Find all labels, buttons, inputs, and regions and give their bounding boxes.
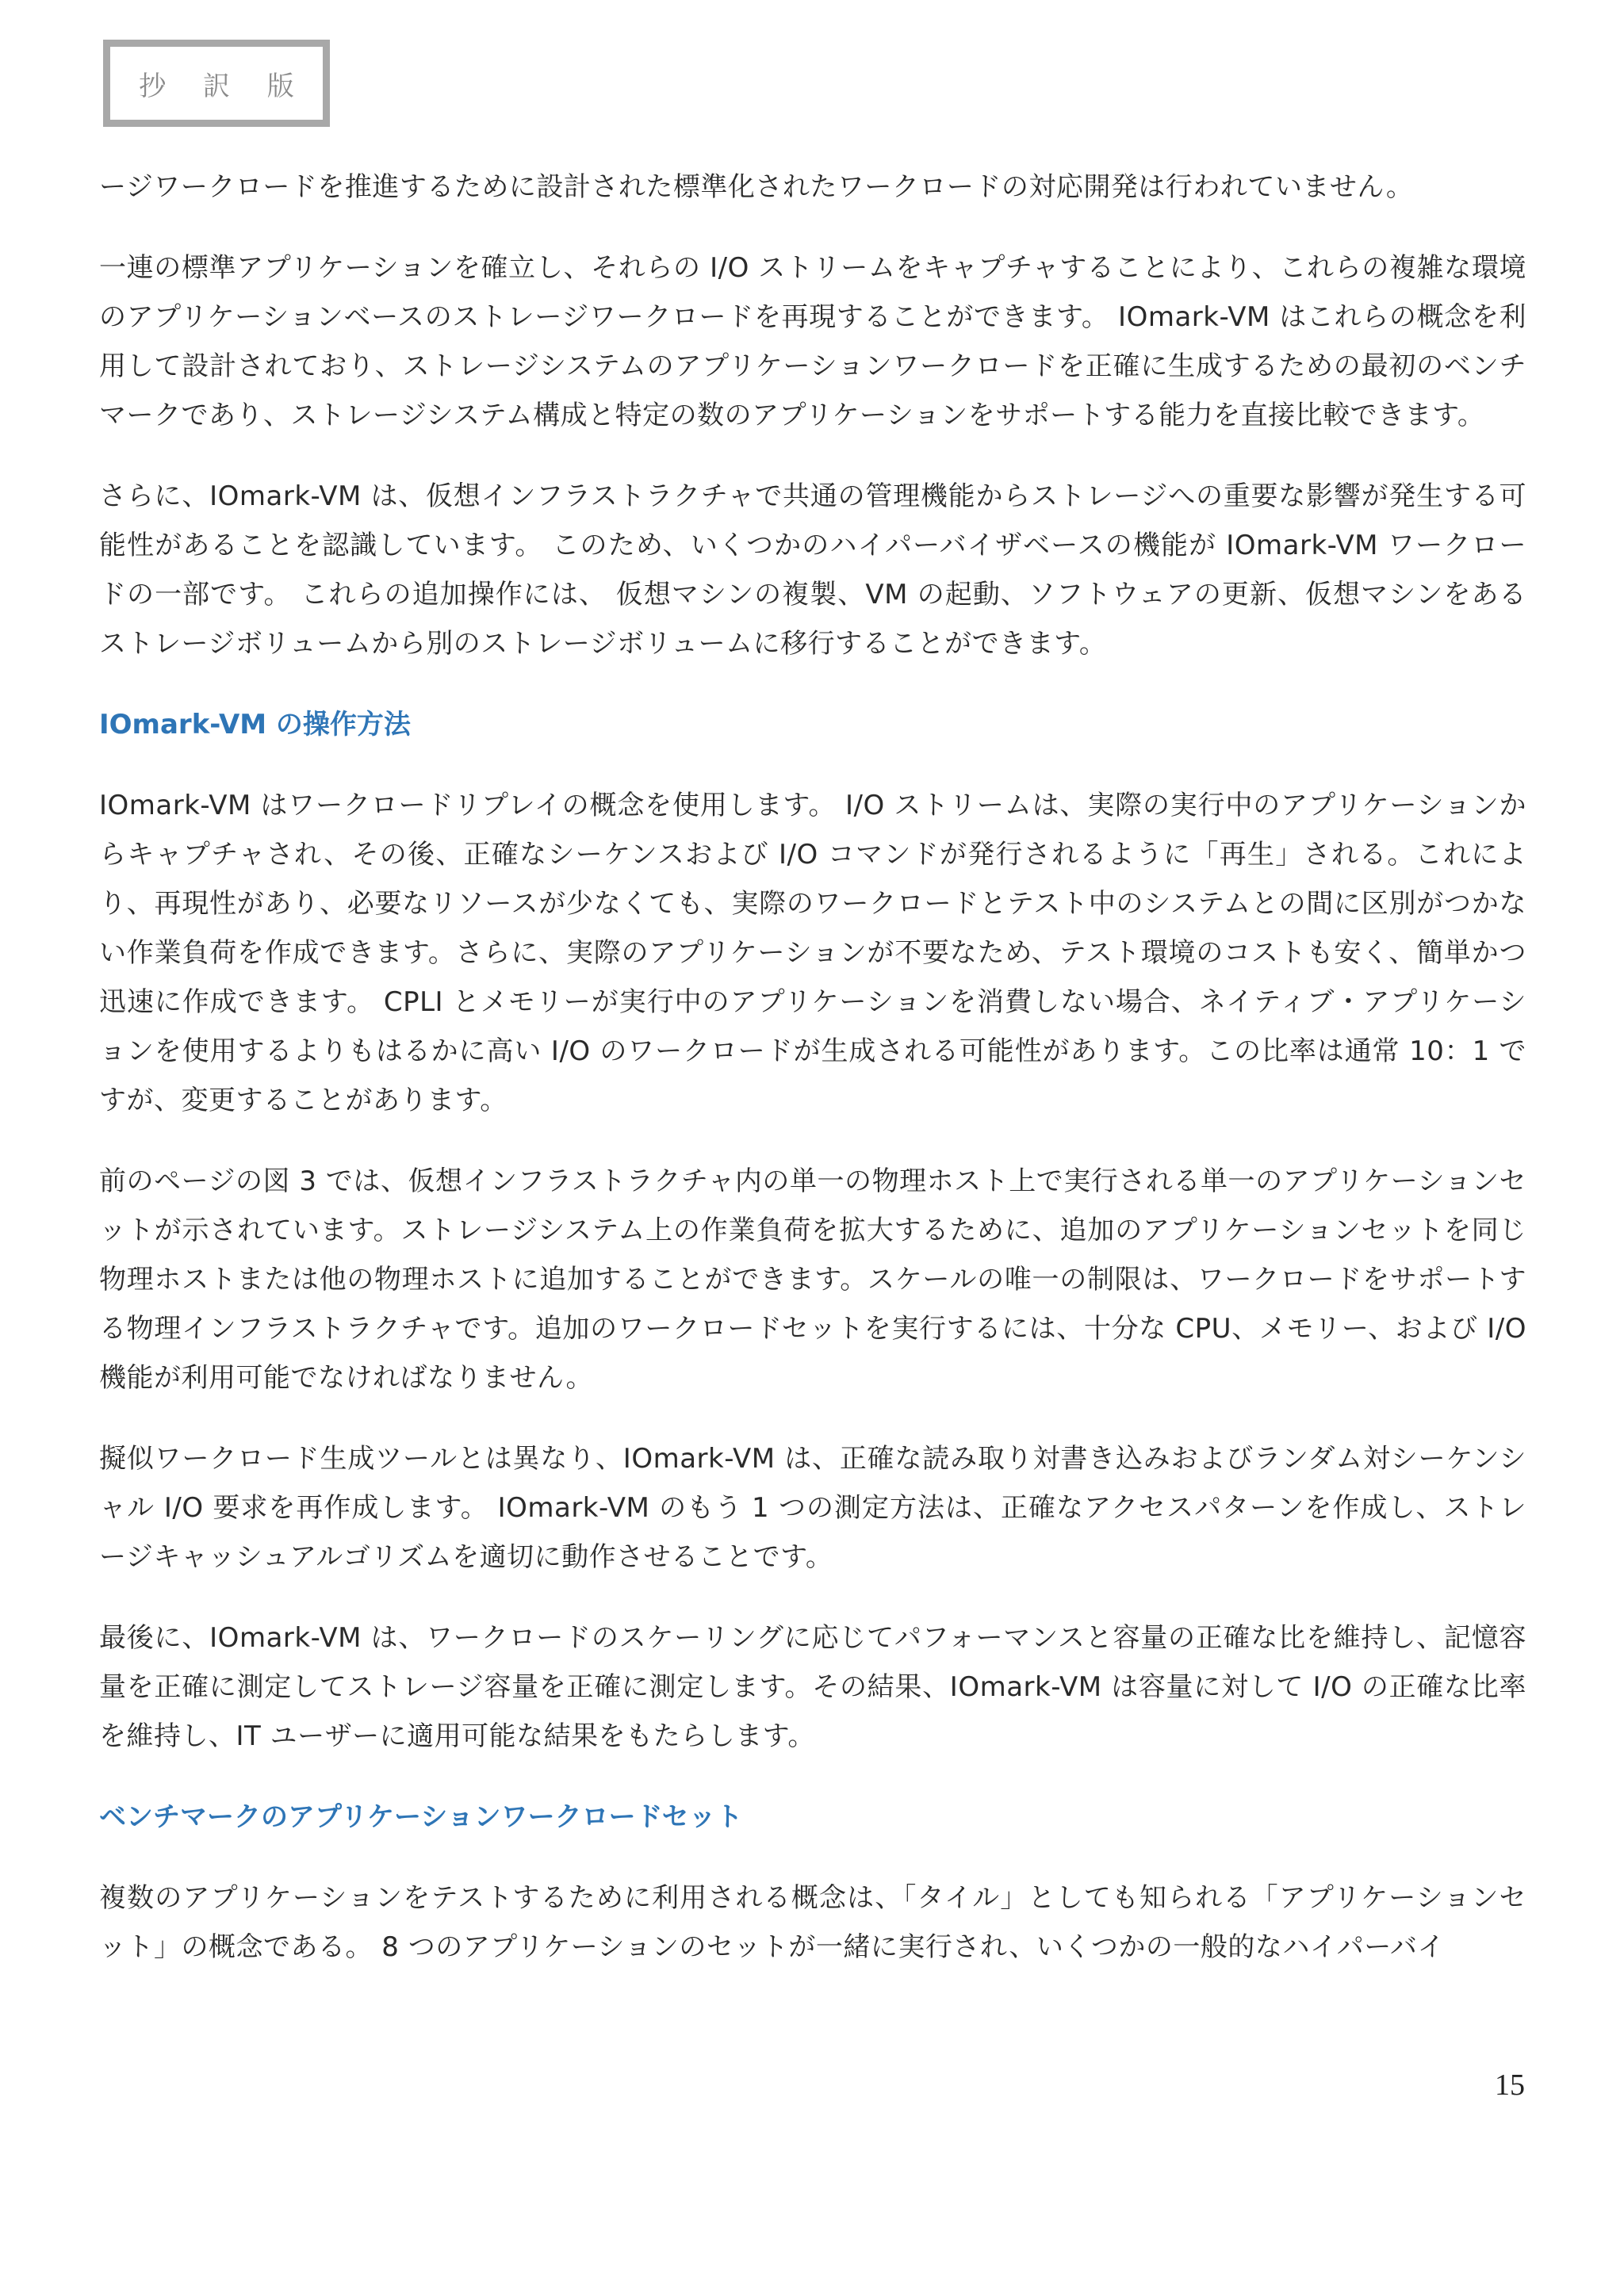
document-body [99, 163, 1526, 2003]
paragraph-capacity-ratio: 最後に、IOmark-VM は、ワークロードのスケーリングに応じてパフォーマンスと容量の正確な比を維持し、記憶容量を正確に測定してストレージ容量を正確に測定します。その結果、IOmark-VM は容量に対して I/O の正確な比率を維持し、IT ユーザーに適用可能な結果をもたらします。 [99, 1622, 1526, 1752]
paragraph-standard-applications: 一連の標準アプリケーションを確立し、それらの I/O ストリームをキャプチャすることにより、これらの複雑な環境のアプリケーションベースのストレージワークロードを再現することができます。 IOmark-VM はこれらの概念を利用して設計されており、ストレージシステムのアプリケーションワークロードを正確に生成するための最初のベンチマークであり、ストレージシステム構成と特定の数のアプリケーションをサポートする能力を直接比較できます。 [99, 252, 1526, 431]
page-number: 15 [1495, 2068, 1525, 2102]
section-heading-workload-set: ベンチマークのアプリケーションワークロードセット [99, 1801, 743, 1833]
paragraph-tile-concept: 複数のアプリケーションをテストするために利用される概念は、「タイル」としても知られる「アプリケーションセット」の概念である。 8 つのアプリケーションのセットが一緒に実行され、いくつかの一般的なハイパーバイ [99, 1882, 1526, 1963]
translation-stamp [103, 40, 330, 127]
paragraph-management-functions: さらに、IOmark-VM は、仮想インフラストラクチャで共通の管理機能からストレージへの重要な影響が発生する可能性があることを認識しています。 このため、いくつかのハイパーバイザベースの機能が IOmark-VM ワークロードの一部です。 これらの追加操作には、 仮想マシンの複製、VM の起動、ソフトウェアの更新、仮想マシンをあるストレージボリュームから別のストレージボリュームに移行することができます。 [99, 480, 1526, 660]
stamp-label: 抄 訳 版 [139, 70, 308, 102]
paragraph-continuation: ージワークロードを推進するために設計された標準化されたワークロードの対応開発は行われていません。 [99, 171, 1414, 203]
section-heading-how-it-works: IOmark-VM の操作方法 [99, 709, 411, 740]
paragraph-application-sets: 前のページの図 3 では、仮想インフラストラクチャ内の単一の物理ホスト上で実行される単一のアプリケーションセットが示されています。ストレージシステム上の作業負荷を拡大するために、追加のアプリケーションセットを同じ物理ホストまたは他の物理ホストに追加することができます。スケールの唯一の制限は、ワークロードをサポートする物理インフラストラクチャです。追加のワークロードセットを実行するには、十分な CPU、メモリー、および I/O 機能が利用可能でなければなりません。 [99, 1165, 1526, 1394]
paragraph-workload-replay: IOmark-VM はワークロードリプレイの概念を使用します。 I/O ストリームは、実際の実行中のアプリケーションからキャプチャされ、その後、正確なシーケンスおよび I/O コマンドが発行されるように「再生」される。これにより、再現性があり、必要なリソースが少なくても、実際のワークロードとテスト中のシステムとの間に区別がつかない作業負荷を作成できます。さらに、実際のアプリケーションが不要なため、テスト環境のコストも安く、簡単かつ迅速に作成できます。 CPLI とメモリーが実行中のアプリケーションを消費しない場合、ネイティブ・アプリケーションを使用するよりもはるかに高い I/O のワークロードが生成される可能性があります。この比率は通常 10：1 ですが、変更することがあります。 [99, 790, 1526, 1116]
paragraph-pseudo-workload: 擬似ワークロード生成ツールとは異なり、IOmark-VM は、正確な読み取り対書き込みおよびランダム対シーケンシャル I/O 要求を再作成します。 IOmark-VM のもう 1 つの測定方法は、正確なアクセスパターンを作成し、ストレージキャッシュアルゴリズムを適切に動作させることです。 [99, 1443, 1526, 1573]
